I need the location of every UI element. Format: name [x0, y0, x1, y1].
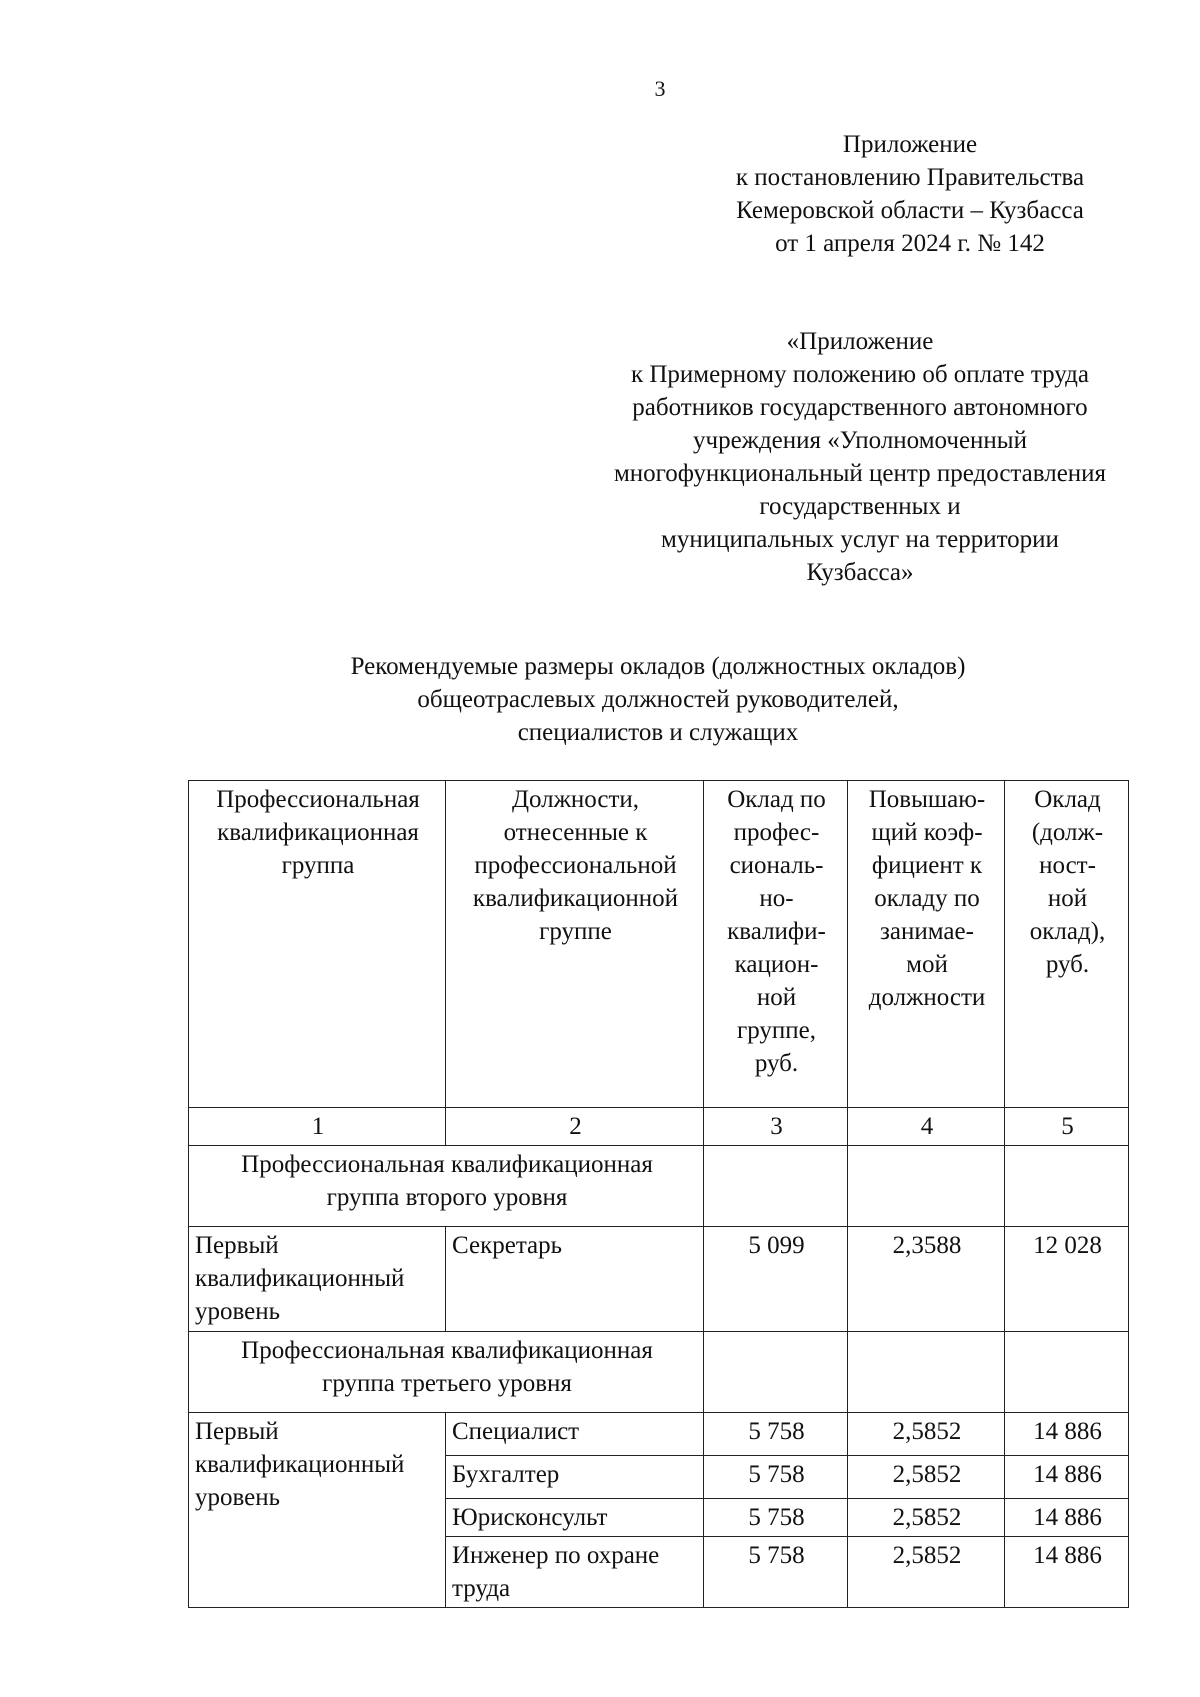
- annex-quoted-line: к Примерному положению об оплате труда: [630, 361, 1090, 388]
- salary-cell: 12 028: [1005, 1227, 1129, 1332]
- header-text: профес-: [733, 819, 820, 846]
- section-title: [189, 1332, 704, 1413]
- header-text: мой: [906, 951, 948, 978]
- level-cell: [189, 1227, 446, 1332]
- annex-line: Приложение: [842, 131, 978, 158]
- annex-quoted-line: Кузбасса»: [806, 559, 914, 586]
- table-row: [189, 1413, 1129, 1456]
- position-cell: Секретарь: [446, 1227, 704, 1332]
- salary-table: [188, 780, 1129, 1608]
- level-text: Первый: [195, 1232, 279, 1259]
- header-text: щий коэф-: [871, 819, 983, 846]
- base-salary-cell: 5 099: [704, 1227, 848, 1332]
- header-text: но-: [759, 885, 794, 912]
- header-text: руб.: [1045, 951, 1090, 978]
- header-text: квалификационная: [217, 819, 419, 846]
- annex-line: Кемеровской области – Кузбасса: [736, 197, 1084, 224]
- header-text: фициент к: [871, 852, 983, 879]
- salary-cell: 14 886: [1005, 1499, 1129, 1537]
- header-text: ност-: [1039, 852, 1096, 879]
- column-number: 5: [1005, 1108, 1129, 1146]
- empty-cell: [848, 1146, 1005, 1227]
- header-cell-base-salary: [704, 781, 848, 1108]
- annex-line: от 1 апреля 2024 г. № 142: [775, 230, 1045, 257]
- coefficient-cell: 2,5852: [848, 1456, 1005, 1499]
- annex-quoted-line: учреждения «Уполномоченный: [693, 427, 1027, 454]
- header-text: оклад),: [1029, 918, 1106, 945]
- header-cell-salary: [1005, 781, 1129, 1108]
- page-number: 3: [654, 76, 666, 101]
- annex-quoted-line: многофункциональный центр предоставления: [613, 460, 1107, 487]
- header-text: группа: [281, 852, 355, 879]
- annex-quoted-line: муниципальных услуг на территории: [661, 526, 1059, 553]
- header-text: (долж-: [1031, 819, 1104, 846]
- header-text: Повышаю-: [868, 786, 986, 813]
- header-text: Оклад: [1034, 786, 1101, 813]
- header-text: Оклад по: [727, 786, 826, 813]
- column-number-row: [189, 1108, 1129, 1146]
- column-number: 1: [189, 1108, 446, 1146]
- coefficient-cell: 2,5852: [848, 1499, 1005, 1537]
- header-text: профессиональной: [474, 852, 677, 879]
- annex-quoted-block: [575, 325, 1145, 589]
- annex-quoted-line: «Приложение: [786, 328, 934, 355]
- header-text: Профессиональная: [216, 786, 420, 813]
- level-text: уровень: [195, 1484, 281, 1511]
- level-text: уровень: [195, 1298, 281, 1325]
- header-text: группе,: [736, 1017, 817, 1044]
- base-salary-cell: 5 758: [704, 1413, 848, 1456]
- base-salary-cell: 5 758: [704, 1537, 848, 1608]
- column-number: 4: [848, 1108, 1005, 1146]
- level-text: квалификационный: [195, 1265, 405, 1292]
- annex-line: к постановлению Правительства: [735, 164, 1085, 191]
- header-text: сиональ-: [729, 852, 824, 879]
- header-row: [189, 781, 1129, 1108]
- header-text: группе: [539, 918, 612, 945]
- header-cell-coefficient: [848, 781, 1005, 1108]
- empty-cell: [848, 1332, 1005, 1413]
- header-text: ной: [756, 984, 797, 1011]
- level-cell: [189, 1413, 446, 1608]
- table-title-line: общеотраслевых должностей руководителей,: [417, 686, 899, 713]
- position-cell: Бухгалтер: [446, 1456, 704, 1499]
- base-salary-cell: 5 758: [704, 1456, 848, 1499]
- annex-quoted-line: работников государственного автономного: [632, 394, 1088, 421]
- section-title-line: группа второго уровня: [326, 1184, 568, 1211]
- table-row: [189, 1227, 1129, 1332]
- section-header-row: [189, 1146, 1129, 1227]
- empty-cell: [1005, 1146, 1129, 1227]
- header-text: Должности,: [511, 786, 640, 813]
- header-cell-positions: [446, 781, 704, 1108]
- coefficient-cell: 2,5852: [848, 1537, 1005, 1608]
- annex-block: [700, 128, 1120, 260]
- header-text: ной: [1047, 885, 1088, 912]
- section-title-line: Профессиональная квалификационная: [241, 1337, 653, 1364]
- position-cell: Специалист: [446, 1413, 704, 1456]
- position-cell: Инженер по охране труда: [446, 1537, 704, 1608]
- section-title-line: Профессиональная квалификационная: [241, 1151, 653, 1178]
- empty-cell: [704, 1332, 848, 1413]
- header-cell-group: [189, 781, 446, 1108]
- base-salary-cell: 5 758: [704, 1499, 848, 1537]
- header-text: должности: [868, 984, 986, 1011]
- annex-quoted-line: государственных и: [759, 493, 961, 520]
- section-title-line: группа третьего уровня: [322, 1370, 572, 1397]
- level-text: Первый: [195, 1418, 279, 1445]
- coefficient-cell: 2,5852: [848, 1413, 1005, 1456]
- section-header-row: [189, 1332, 1129, 1413]
- salary-cell: 14 886: [1005, 1537, 1129, 1608]
- header-text: окладу по: [874, 885, 980, 912]
- header-text: руб.: [754, 1050, 799, 1077]
- header-text: занимае-: [880, 918, 974, 945]
- header-text: квалификационной: [472, 885, 679, 912]
- coefficient-cell: 2,3588: [848, 1227, 1005, 1332]
- empty-cell: [1005, 1332, 1129, 1413]
- table-title: [188, 650, 1128, 749]
- column-number: 2: [446, 1108, 704, 1146]
- header-text: квалифи-: [727, 918, 826, 945]
- salary-cell: 14 886: [1005, 1413, 1129, 1456]
- section-title: [189, 1146, 704, 1227]
- column-number: 3: [704, 1108, 848, 1146]
- header-text: отнесенные к: [503, 819, 648, 846]
- level-text: квалификационный: [195, 1451, 405, 1478]
- empty-cell: [704, 1146, 848, 1227]
- salary-cell: 14 886: [1005, 1456, 1129, 1499]
- table-title-line: Рекомендуемые размеры окладов (должностных окладов): [350, 653, 966, 680]
- position-cell: Юрисконсульт: [446, 1499, 704, 1537]
- header-text: кацион-: [734, 951, 819, 978]
- table-title-line: специалистов и служащих: [517, 719, 799, 746]
